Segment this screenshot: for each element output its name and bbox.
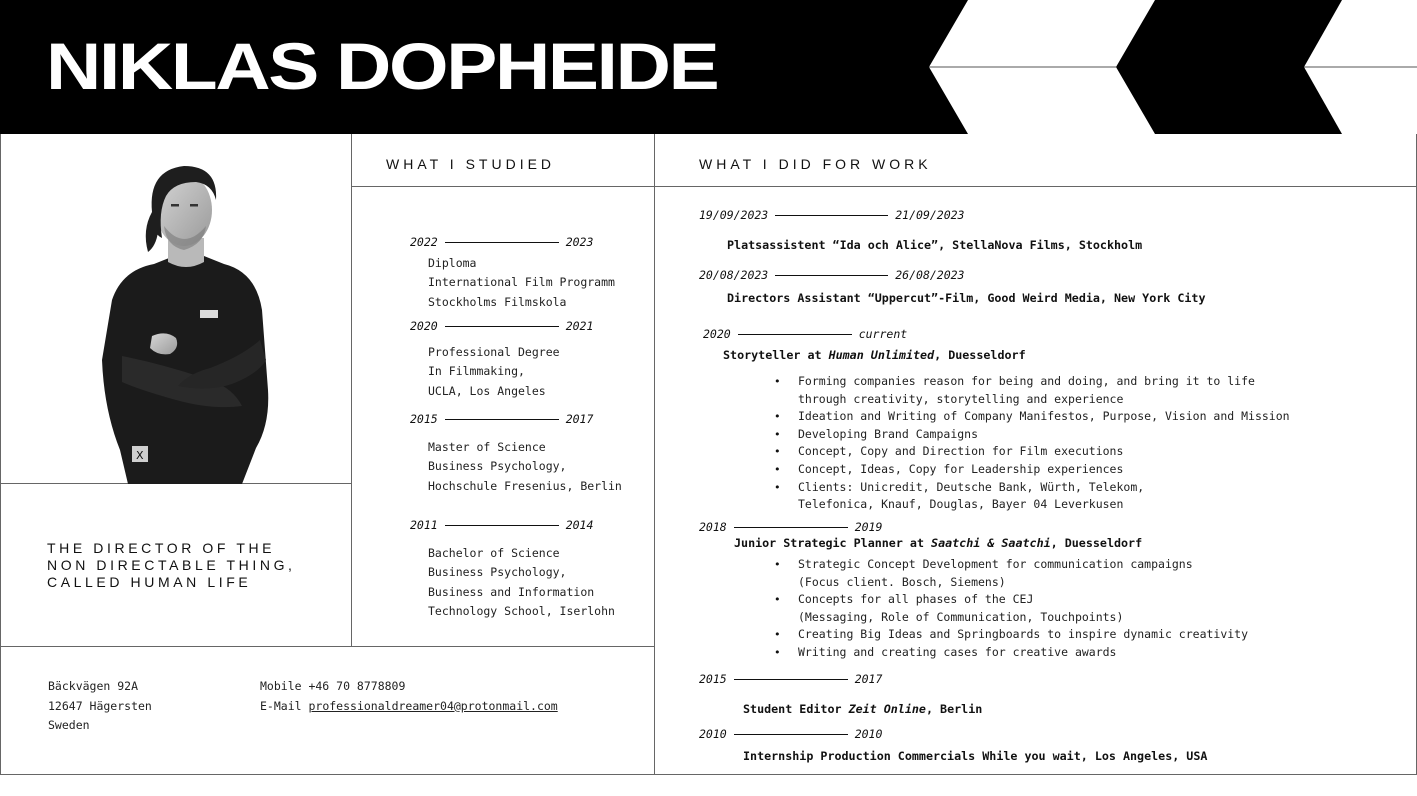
portrait-photo bbox=[92, 160, 282, 484]
date-end: current bbox=[858, 327, 908, 341]
divider bbox=[351, 134, 352, 646]
job-date-range bbox=[699, 520, 882, 534]
list-item bbox=[774, 461, 1290, 479]
date-end: 2014 bbox=[565, 518, 594, 532]
list-item bbox=[774, 556, 1248, 591]
job-role bbox=[734, 536, 1142, 550]
study-details bbox=[428, 343, 560, 401]
email-link[interactable]: professionaldreamer04@protonmail.com bbox=[308, 698, 558, 713]
date-end: 2023 bbox=[565, 235, 594, 249]
date-end: 2017 bbox=[854, 672, 883, 686]
role-location: , Duesseldorf bbox=[1050, 536, 1143, 550]
bullet-text: Developing Brand Campaigns bbox=[798, 426, 979, 441]
divider bbox=[351, 186, 1417, 187]
bullet-text: Concept, Ideas, Copy for Leadership experiences bbox=[798, 461, 1124, 476]
company-name: Saatchi & Saatchi bbox=[931, 536, 1051, 550]
list-item bbox=[774, 373, 1290, 408]
study-line: UCLA, Los Angeles bbox=[428, 383, 546, 398]
date-start: 2015 bbox=[699, 672, 727, 686]
date-end: 2021 bbox=[565, 319, 594, 333]
tagline bbox=[47, 540, 347, 591]
study-line: Diploma bbox=[428, 256, 477, 270]
bullet-text: Ideation and Writing of Company Manifestos, Purpose, Vision and Mission bbox=[798, 409, 1290, 424]
tagline-line: CALLED HUMAN LIFE bbox=[47, 574, 252, 590]
date-end: 21/09/2023 bbox=[895, 208, 965, 222]
contact-block bbox=[260, 677, 558, 716]
job-bullet-list bbox=[774, 556, 1248, 662]
bullet-text: (Messaging, Role of Communication, Touchpoints) bbox=[798, 609, 1124, 624]
divider bbox=[0, 646, 655, 647]
role-title: Student Editor bbox=[743, 702, 849, 716]
study-details bbox=[428, 254, 615, 312]
job-date-range bbox=[699, 268, 965, 282]
date-end: 2010 bbox=[854, 727, 883, 741]
list-item bbox=[774, 644, 1248, 662]
date-end: 2017 bbox=[565, 412, 594, 426]
date-start: 2015 bbox=[410, 412, 438, 426]
address-line: 12647 Hägersten bbox=[48, 698, 152, 713]
job-date-range bbox=[699, 727, 882, 741]
study-line: Professional Degree bbox=[428, 345, 560, 359]
bullet-text: Concept, Copy and Direction for Film executions bbox=[798, 444, 1124, 459]
date-start: 19/09/2023 bbox=[699, 208, 769, 222]
clapperboard-chevron-graphic bbox=[0, 0, 1417, 134]
bullet-text: Telefonica, Knauf, Douglas, Bayer 04 Leverkusen bbox=[798, 497, 1124, 512]
list-item bbox=[774, 443, 1290, 461]
bullet-text: (Focus client. Bosch, Siemens) bbox=[798, 574, 1006, 589]
study-details bbox=[428, 438, 622, 496]
bullet-text: through creativity, storytelling and experience bbox=[798, 391, 1124, 406]
study-line: Bachelor of Science bbox=[428, 546, 560, 560]
study-date-range bbox=[410, 518, 593, 532]
study-line: Business and Information bbox=[428, 584, 595, 599]
email-label: E-Mail bbox=[260, 698, 302, 713]
job-date-range bbox=[699, 672, 882, 686]
role-location: , Berlin bbox=[925, 702, 983, 716]
bullet-text: Forming companies reason for being and doing, and bring it to life bbox=[798, 374, 1255, 388]
bullet-text: Writing and creating cases for creative awards bbox=[798, 644, 1117, 659]
divider bbox=[0, 134, 1, 774]
study-line: In Filmmaking, bbox=[428, 364, 525, 379]
bullet-text: Concepts for all phases of the CEJ bbox=[798, 592, 1034, 607]
study-line: International Film Programm bbox=[428, 275, 615, 290]
job-date-range bbox=[703, 327, 907, 341]
company-name: Human Unlimited bbox=[828, 348, 935, 362]
study-line: Stockholms Filmskola bbox=[428, 294, 567, 309]
study-line: Business Psychology, bbox=[428, 459, 567, 474]
role-title: Storyteller at bbox=[723, 348, 829, 362]
bullet-text: Strategic Concept Development for communication campaigns bbox=[798, 557, 1193, 571]
study-line: Business Psychology, bbox=[428, 565, 567, 580]
list-item bbox=[774, 408, 1290, 426]
divider bbox=[0, 774, 1417, 775]
bullet-text: Creating Big Ideas and Springboards to inspire dynamic creativity bbox=[798, 627, 1249, 642]
address-block bbox=[48, 677, 152, 736]
date-start: 2020 bbox=[410, 319, 438, 333]
list-item bbox=[774, 479, 1290, 514]
list-item bbox=[774, 626, 1248, 644]
header-banner bbox=[0, 0, 1417, 134]
date-start: 20/08/2023 bbox=[699, 268, 769, 282]
date-start: 2020 bbox=[703, 327, 731, 341]
job-role: Directors Assistant “Uppercut”-Film, Good Weird Media, New York City bbox=[727, 291, 1206, 305]
role-location: , Duesseldorf bbox=[934, 348, 1026, 362]
date-start: 2011 bbox=[410, 518, 438, 532]
study-line: Master of Science bbox=[428, 440, 546, 454]
date-start: 2018 bbox=[699, 520, 727, 534]
study-line: Hochschule Fresenius, Berlin bbox=[428, 478, 622, 493]
study-date-range bbox=[410, 412, 593, 426]
job-role: Internship Production Commercials While you wait, Los Angeles, USA bbox=[743, 749, 1208, 763]
date-start: 2022 bbox=[410, 235, 438, 249]
address-line: Sweden bbox=[48, 718, 90, 732]
list-item bbox=[774, 591, 1248, 626]
job-role: Platsassistent “Ida och Alice”, StellaNova Films, Stockholm bbox=[727, 238, 1143, 252]
tagline-line: NON DIRECTABLE THING, bbox=[47, 557, 296, 573]
tagline-line: THE DIRECTOR OF THE bbox=[47, 540, 276, 556]
address-line: Bäckvägen 92A bbox=[48, 679, 139, 693]
role-title: Junior Strategic Planner at bbox=[734, 536, 932, 550]
divider bbox=[654, 134, 655, 774]
company-name: Zeit Online bbox=[848, 702, 926, 716]
study-date-range bbox=[410, 319, 593, 333]
date-end: 26/08/2023 bbox=[895, 268, 965, 282]
study-date-range bbox=[410, 235, 593, 249]
job-role bbox=[723, 348, 1026, 362]
work-section-title: WHAT I DID FOR WORK bbox=[699, 156, 932, 172]
svg-text:X: X bbox=[136, 449, 144, 462]
phone-number: Mobile +46 70 8778809 bbox=[260, 679, 406, 693]
study-details bbox=[428, 544, 615, 621]
bullet-text: Clients: Unicredit, Deutsche Bank, Würth, Telekom, bbox=[798, 479, 1145, 494]
job-date-range bbox=[699, 208, 965, 222]
date-end: 2019 bbox=[854, 520, 883, 534]
job-bullet-list bbox=[774, 373, 1290, 514]
email-row bbox=[260, 697, 558, 717]
date-start: 2010 bbox=[699, 727, 727, 741]
page-title: NIKLAS DOPHEIDE bbox=[46, 29, 718, 103]
studied-section-title: WHAT I STUDIED bbox=[386, 156, 556, 172]
job-role bbox=[743, 702, 982, 716]
list-item bbox=[774, 426, 1290, 444]
study-line: Technology School, Iserlohn bbox=[428, 603, 615, 618]
